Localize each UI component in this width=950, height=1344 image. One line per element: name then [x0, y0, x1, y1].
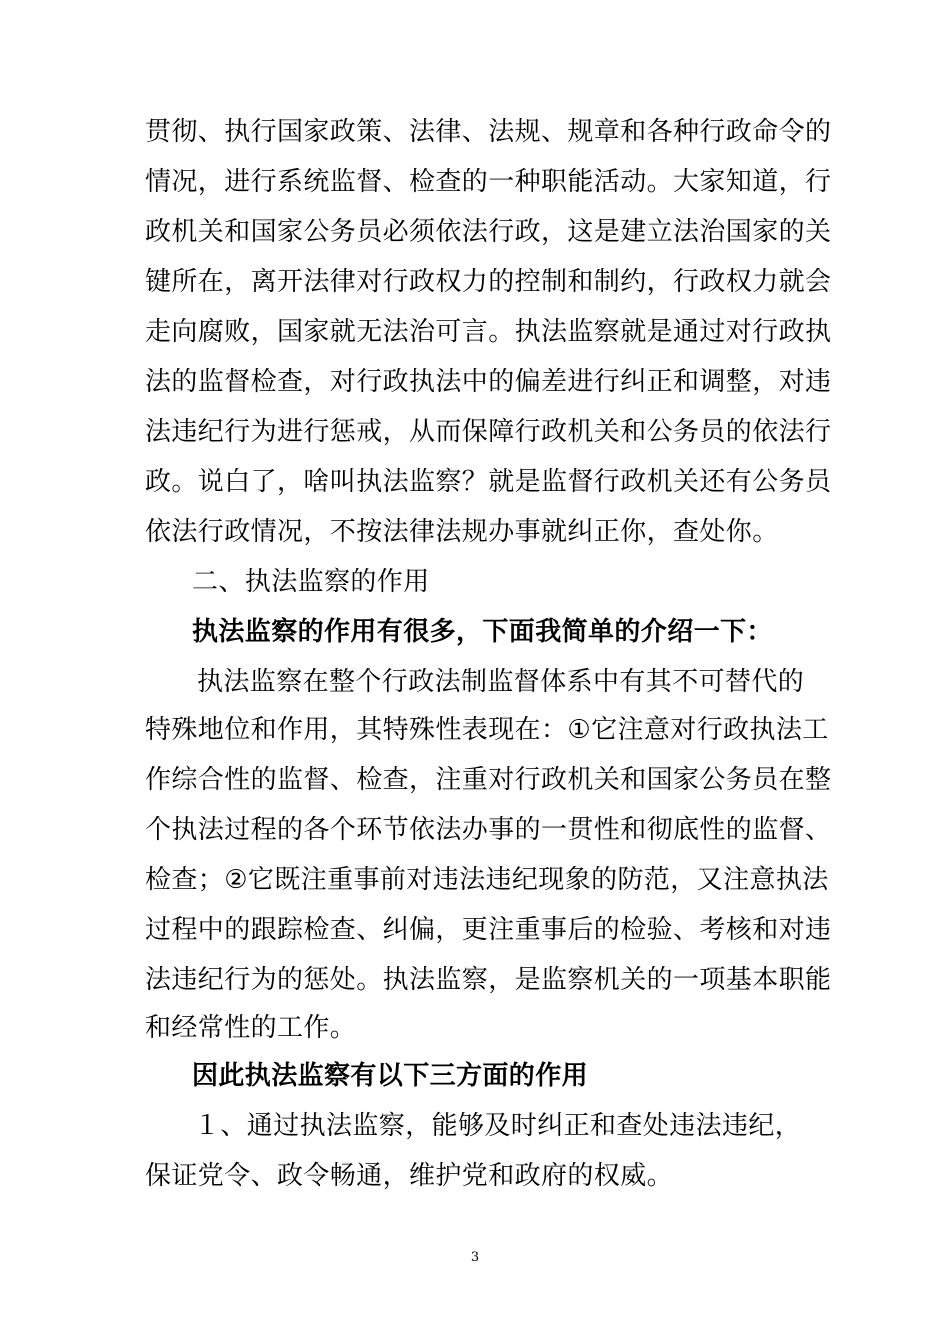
paragraph-line: 个执法过程的各个环节依法办事的一贯性和彻底性的监督、 — [145, 815, 832, 845]
paragraph-line: １、通过执法监察，能够及时纠正和查处违法违纪， — [194, 1111, 802, 1141]
paragraph-line: 保证党令、政令畅通，维护党和政府的权威。 — [145, 1161, 674, 1191]
paragraph-line: 依法行政情况，不按法律法规办事就纠正你，查处你。 — [145, 517, 779, 547]
paragraph-line: 作综合性的监督、检查，注重对行政机关和国家公务员在整 — [145, 765, 832, 795]
paragraph-line: 法的监督检查，对行政执法中的偏差进行纠正和调整，对违 — [145, 367, 832, 397]
paragraph-line: 特殊地位和作用，其特殊性表现在：①它注意对行政执法工 — [145, 715, 829, 745]
paragraph-line: 政。说白了，啥叫执法监察？就是监督行政机关还有公务员 — [145, 467, 832, 497]
paragraph-line: 执法监察在整个行政法制监督体系中有其不可替代的 — [197, 667, 805, 697]
paragraph-line: 情况，进行系统监督、检查的一种职能活动。大家知道，行 — [145, 167, 832, 197]
paragraph-line: 和经常性的工作。 — [145, 1013, 357, 1043]
section-heading: 二、执法监察的作用 — [192, 567, 430, 597]
paragraph-line: 走向腐败，国家就无法治可言。执法监察就是通过对行政执 — [145, 317, 832, 347]
bold-heading: 因此执法监察有以下三方面的作用 — [192, 1061, 589, 1091]
page-number: 3 — [470, 1250, 480, 1265]
paragraph-line: 贯彻、执行国家政策、法律、法规、规章和各种行政命令的 — [145, 117, 832, 147]
paragraph-line: 政机关和国家公务员必须依法行政，这是建立法治国家的关 — [145, 217, 832, 247]
paragraph-line: 法违纪行为的惩处。执法监察，是监察机关的一项基本职能 — [145, 965, 832, 995]
paragraph-line: 检查；②它既注重事前对违法违纪现象的防范，又注意执法 — [145, 865, 829, 895]
paragraph-line: 键所在，离开法律对行政权力的控制和制约，行政权力就会 — [145, 267, 832, 297]
bold-heading: 执法监察的作用有很多，下面我简单的介绍一下： — [192, 617, 773, 647]
paragraph-line: 过程中的跟踪检查、纠偏，更注重事后的检验、考核和对违 — [145, 915, 832, 945]
paragraph-line: 法违纪行为进行惩戒，从而保障行政机关和公务员的依法行 — [145, 417, 832, 447]
